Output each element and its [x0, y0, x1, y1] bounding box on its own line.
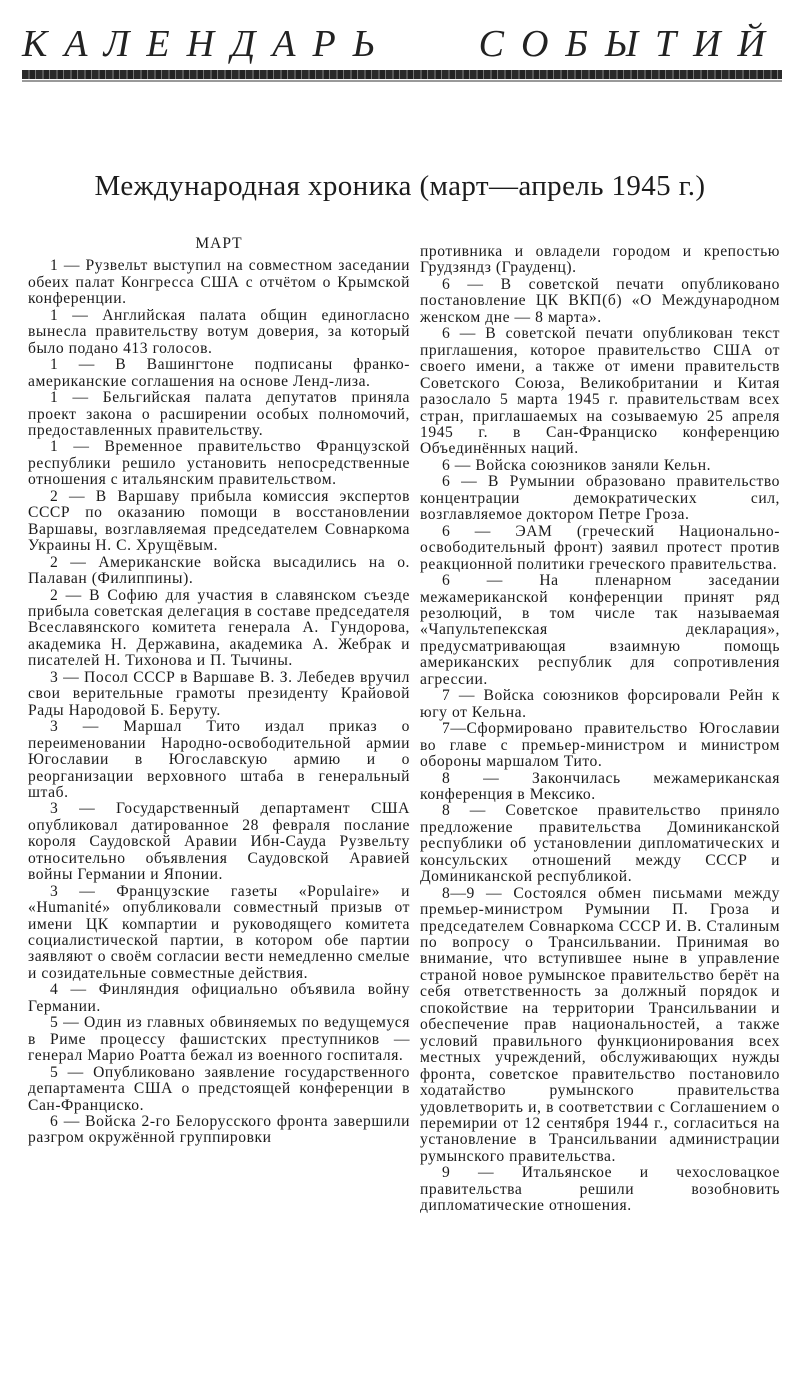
chronicle-entry: 6 — Войска 2-го Белорусского фронта завершили разгром окружённой группировки: [28, 1113, 410, 1147]
chronicle-entry: 1 — Временное правительство Французской республики решило установить непосредственные отношения с итальянским правительством.: [28, 438, 410, 489]
chronicle-entry: 1 — В Вашингтоне подписаны франко-американские соглашения на основе Ленд-лиза.: [28, 356, 410, 390]
section-masthead: [22, 22, 782, 65]
masthead-rule-thin: [22, 80, 782, 82]
masthead-word-1: КАЛЕНДАРЬ: [22, 23, 393, 65]
chronicle-entry: 2 — Американские войска высадились на о. Палаван (Филиппины).: [28, 553, 410, 588]
chronicle-entry: 8—9 — Состоялся обмен письмами между премьер-министром Румынии П. Гроза и председателем Совнаркома СССР И. В. Сталиным по вопросу о Трансильвании. Принимая во внимание, что вступившее ныне в управление страной новое румынское правительство берёт на себя ответственность за должный порядок и спокойствие на территории Трансильвании и обеспечение прав национальностей, а также условий правильного функционирования всех местных учреждений, обслуживающих нужды фронта, советское правительство постановило ходатайство румынского правительства удовлетворить и, в соответствии с Соглашением о перемирии от 12 сентября 1944 г., согласиться на установление в Трансильвании администрации румынского правительства.: [420, 884, 780, 1165]
chronicle-entry: 6 — Войска союзников заняли Кельн.: [442, 456, 712, 474]
chronicle-entry: 1 — Рузвельт выступил на совместном заседании обеих палат Конгресса США с отчётом о Крымской конференции.: [28, 257, 410, 308]
chronicle-entry: 2 — В Софию для участия в славянском съезде прибыла советская делегация в составе председателя Всеславянского комитета генерала А. Гундорова, академика Н. Державина, академика А. Жебрак и писателей Н. Тихонова и П. Тычины.: [28, 586, 410, 670]
masthead-word-2: СОБЫТИЙ: [478, 23, 782, 65]
chronicle-entry: 3 — Маршал Тито издал приказ о переименовании Народно-освободительной армии Югославии в Югославскую армию и о реорганизации верховного штаба в генеральный штаб.: [28, 718, 410, 801]
entry-continuation: противника и овладели городом и крепостью Грудзяндз (Грауденц).: [420, 243, 780, 277]
right-column: [420, 244, 780, 1215]
chronicle-entry: 9 — Итальянское и чехословацкое правительства решили возобновить дипломатические отношения.: [420, 1164, 780, 1215]
chronicle-entry: 6 — В советской печати опубликовано постановление ЦК ВКП(б) «О Международном женском дне — 8 марта».: [420, 275, 780, 326]
chronicle-entry: 6 — ЭАМ (греческий Национально-освободительный фронт) заявил протест против реакционной политики греческого правительства.: [420, 522, 780, 573]
chronicle-entry: 8 — Закончилась межамериканская конференция в Мексико.: [420, 769, 780, 803]
masthead-rule: [22, 70, 782, 79]
chronicle-entry: 4 — Финляндия официально объявила войну Германии.: [28, 981, 410, 1015]
chronicle-entry: 6 — В советской печати опубликован текст приглашения, которое правительство США от своего имени, а также от имени правительств Советского Союза, Великобритании и Китая разослало 5 марта 1945 г. правительствам всех стран, приглашаемых на созываемую 25 апреля 1945 г. в Сан-Франциско конференцию Объединённых наций.: [420, 325, 780, 458]
chronicle-entry: 2 — В Варшаву прибыла комиссия экспертов СССР по оказанию помощи в восстановлении Варшавы, возглавляемая председателем Совнаркома Украины Н. С. Хрущёвым.: [28, 487, 410, 555]
chronicle-entry: 3 — Государственный департамент США опубликовал датированное 28 февраля послание короля Саудовской Аравии Ибн-Сауда Рузвельту относительно объявления Саудовской Аравией войны Германии и Японии.: [28, 800, 410, 884]
chronicle-entry: 5 — Один из главных обвиняемых по ведущемуся в Риме процессу фашистских преступников — генерал Марио Роатта бежал из военного госпиталя.: [28, 1014, 410, 1065]
chronicle-entry: 1 — Английская палата общин единогласно вынесла правительству вотум доверия, за который было подано 413 голосов.: [28, 306, 410, 357]
chronicle-entry: 8 — Советское правительство приняло предложение правительства Доминиканской республики об установлении дипломатических и консульских отношений между СССР и Доминиканской республикой.: [420, 802, 780, 886]
chronicle-entry: 6 — На пленарном заседании межамериканской конференции принят ряд резолюций, в том числе так называемая «Чапультепекская декларация», предусматривающая взаимную помощь американских республик для сопротивления агрессии.: [420, 572, 780, 688]
chronicle-entry: 7—Сформировано правительство Югославии во главе с премьер-министром и министром обороны маршалом Тито.: [420, 720, 780, 771]
chronicle-entry: 5 — Опубликовано заявление государственного департамента США о предстоящей конференции в Сан-Франциско.: [28, 1063, 410, 1114]
article-title: Международная хроника (март—апрель 1945 г.): [94, 170, 706, 202]
chronicle-entry: 3 — Французские газеты «Populaire» и «Humanité» опубликовали совместный призыв от имени ЦК компартии и руководящего комитета социалистической партии, в котором обе партии заявляют о своём согласии вести немедленно смелые и созидательные совместные действия.: [28, 882, 410, 982]
chronicle-entry: 1 — Бельгийская палата депутатов приняла проект закона о расширении особых полномочий, предоставленных правительству.: [28, 389, 410, 439]
chronicle-entry: 3 — Посол СССР в Варшаве В. З. Лебедев вручил свои верительные грамоты президенту Крайовой Рады Народовой Б. Беруту.: [28, 668, 410, 719]
month-heading: МАРТ: [195, 235, 243, 252]
chronicle-entry: 7 — Войска союзников форсировали Рейн к югу от Кельна.: [420, 687, 780, 721]
left-column: [28, 236, 410, 1147]
chronicle-entry: 6 — В Румынии образовано правительство концентрации демократических сил, возглавляемое доктором Петре Гроза.: [420, 473, 780, 524]
